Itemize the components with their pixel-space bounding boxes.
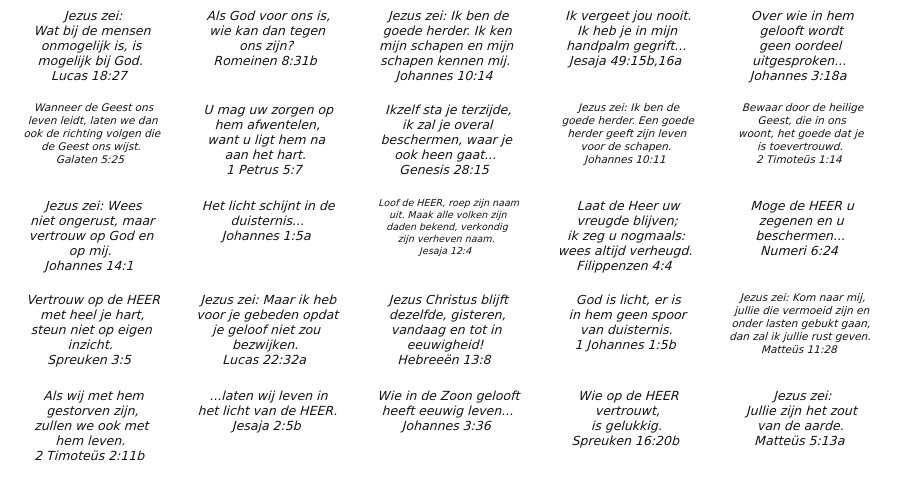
verse-card [713, 380, 890, 480]
verse-text: Over wie in hem gelooft wordt geen oordeel uitgesproken... [751, 8, 856, 68]
verse-text: Jezus zei: Wat bij de mensen onmogelijk is, is mogelijk bij God. [34, 8, 152, 68]
verse-card [175, 190, 360, 284]
verse-reference: Spreuken 16:20b [572, 433, 681, 448]
verse-card [535, 380, 720, 480]
verse-card [175, 380, 360, 480]
verse-text: Als God voor ons is, wie kan dan tegen ons zijn? [206, 8, 332, 53]
verse-reference: 1 Petrus 5:7 [226, 162, 304, 177]
verse-card [535, 284, 720, 380]
verse-reference: Johannes 10:14 [395, 68, 495, 83]
verse-card [353, 284, 542, 380]
verse-text: God is licht, er is in hem geen spoor van duisternis. [569, 292, 688, 337]
verse-reference: Johannes 3:18a [750, 68, 848, 83]
verse-reference: Genesis 28:15 [399, 162, 491, 177]
verse-reference: 2 Timoteüs 2:11b [34, 448, 146, 463]
verse-text: Ik vergeet jou nooit. Ik heb je in mijn handpalm gegrift... [565, 8, 693, 53]
verse-card [713, 94, 890, 190]
verse-card [713, 0, 890, 94]
verse-text: Ikzelf sta je terzijde, ik zal je overal beschermen, waar je ook heen gaat... [380, 102, 514, 162]
verse-text: Jezus zei: Ik ben de goede herder. Een goede herder geeft zijn leven voor de schapen. [561, 102, 696, 153]
verse-reference: Spreuken 3:5 [47, 352, 133, 367]
verse-card [535, 190, 720, 284]
verse-text: Bewaar door de heilige Geest, die in ons woont, het goede dat je is toevertrouwd. [738, 102, 865, 153]
verse-reference: Johannes 10:11 [584, 154, 667, 166]
verse-card [3, 0, 182, 94]
verse-text: Wanneer de Geest ons leven leidt, laten we dan ook de richting volgen die de Geest ons wijst. [23, 102, 162, 153]
verse-reference: Johannes 3:36 [402, 418, 493, 433]
verse-reference: Matteüs 5:13a [754, 433, 846, 448]
verse-reference: Galaten 5:25 [56, 154, 126, 166]
verse-text: Jezus zei: Kom naar mij, jullie die vermoeid zijn en onder lasten gebukt gaan, dan zal ik jullie rust geven. [729, 292, 872, 343]
verse-text: Moge de HEER u zegenen en u beschermen... [750, 198, 856, 243]
verse-card [713, 284, 890, 380]
verse-reference: Johannes 1:5a [222, 228, 312, 243]
verse-text: Wie op de HEER vertrouwt, is gelukkig. [578, 388, 681, 433]
verse-reference: 2 Timoteüs 1:14 [756, 154, 843, 166]
verse-card [3, 380, 182, 480]
verse-card [353, 380, 542, 480]
verse-reference: Hebreeën 13:8 [397, 352, 493, 367]
verse-text: Jezus zei: Maar ik heb voor je gebeden opdat je geloof niet zou bezwijken. [196, 292, 340, 352]
verse-card [535, 94, 720, 190]
verse-text: Laat de Heer uw vreugde blijven; ik zeg u nogmaals: wees altijd verheugd. [558, 198, 694, 258]
verse-reference: Jesaja 12:4 [419, 246, 473, 257]
verse-text: Vertrouw op de HEER met heel je hart, steun niet op eigen inzicht. [26, 292, 162, 352]
verse-card [353, 94, 542, 190]
verse-text: Het licht schijnt in de duisternis... [202, 198, 337, 228]
verse-reference: Johannes 14:1 [44, 258, 136, 273]
verse-card [3, 284, 182, 380]
verse-card [175, 0, 360, 94]
verse-text: Als wij met hem gestorven zijn, zullen we ook met hem leven. [34, 388, 150, 448]
verse-card [175, 284, 360, 380]
verse-card [535, 0, 720, 94]
verse-text: Jezus Christus blijft dezelfde, gisteren, vandaag en tot in eeuwigheid! [389, 292, 510, 352]
verse-text: Jezus zei: Ik ben de goede herder. Ik ken mijn schapen en mijn schapen kennen mij. [379, 8, 515, 68]
verse-reference: Filippenzen 4:4 [576, 258, 674, 273]
verse-reference: Numeri 6:24 [760, 243, 840, 258]
verse-text: Jezus zei: Jullie zijn het zout van de aarde. [746, 388, 859, 433]
verse-card [3, 94, 182, 190]
verse-reference: Lucas 22:32a [222, 352, 308, 367]
verse-card [3, 190, 182, 284]
verse-text: Jezus zei: Wees niet ongerust, maar vertrouw op God en op mij. [29, 198, 156, 258]
verse-reference: Lucas 18:27 [51, 68, 129, 83]
verse-text: Loof de HEER, roep zijn naam uit. Maak alle volken zijn daden bekend, verkondig zijn verheven naam. [378, 198, 521, 245]
verse-card [713, 190, 890, 284]
verse-text: Wie in de Zoon gelooft heeft eeuwig leven... [377, 388, 521, 418]
verse-reference: Matteüs 11:28 [761, 344, 839, 356]
verse-text: U mag uw zorgen op hem afwentelen, want u ligt hem na aan het hart. [204, 102, 335, 162]
verse-reference: Jesaja 49:15b,16a [569, 53, 683, 68]
verse-reference: 1 Johannes 1:5b [575, 337, 678, 352]
verse-card [353, 190, 542, 284]
verse-card [353, 0, 542, 94]
verse-text: ...laten wij leven in het licht van de HEER. [198, 388, 339, 418]
verse-card [175, 94, 360, 190]
verse-reference: Romeinen 8:31b [213, 53, 319, 68]
verse-reference: Jesaja 2:5b [232, 418, 303, 433]
